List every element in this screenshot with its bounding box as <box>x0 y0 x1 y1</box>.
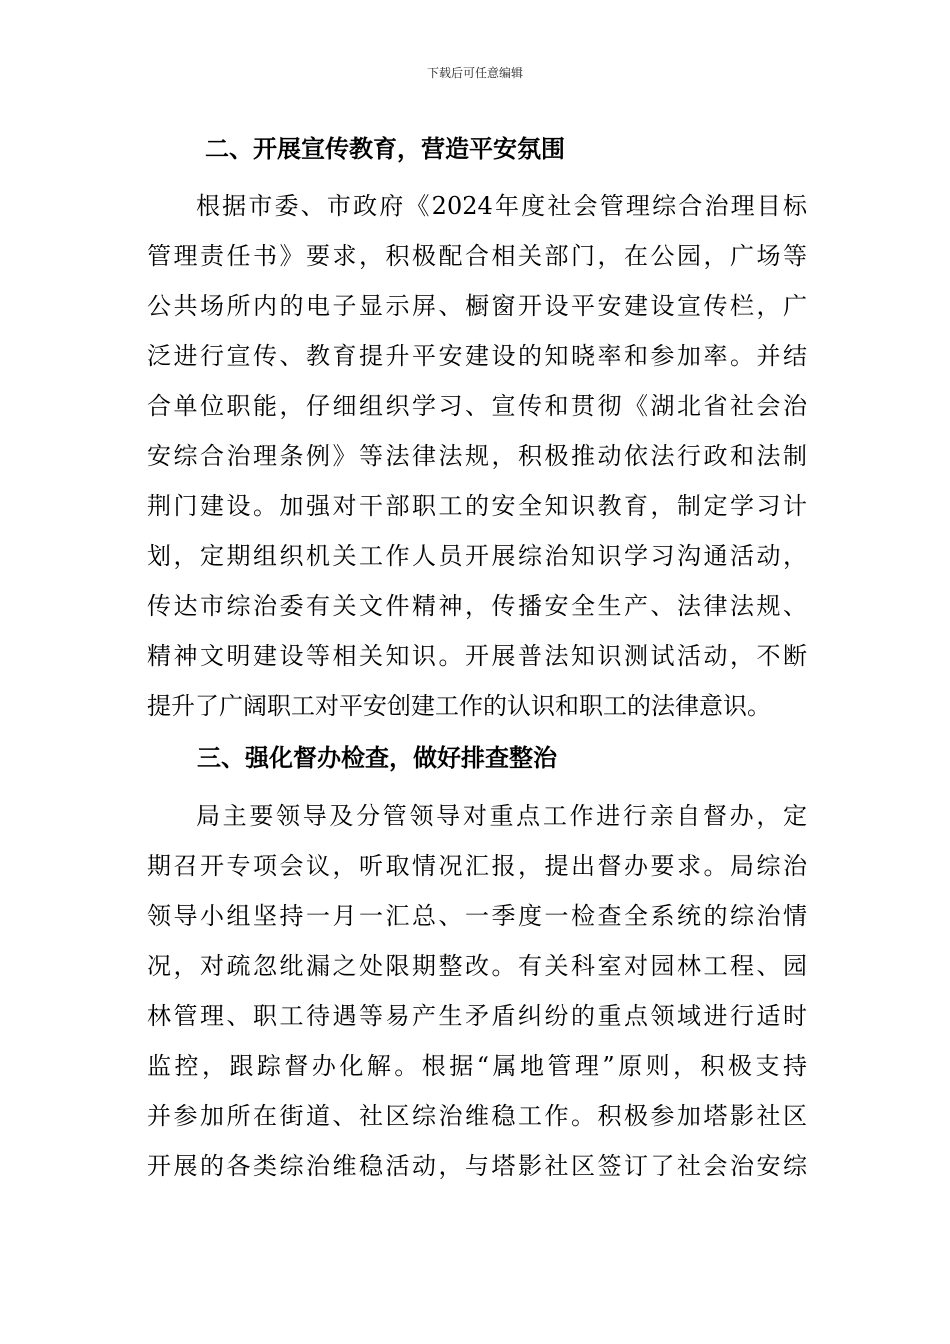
paragraph-line: 局主要领导及分管领导对重点工作进行亲自督办，定 <box>196 802 807 830</box>
paragraph-line: 传达市综治委有关文件精神，传播安全生产、法律法规、 <box>147 592 807 620</box>
paragraph-line: 公共场所内的电子显示屏、橱窗开设平安建设宣传栏，广 <box>147 292 807 320</box>
paragraph-line: 合单位职能，仔细组织学习、宣传和贯彻《湖北省社会治 <box>147 392 807 420</box>
paragraph-line: 况，对疏忽纰漏之处限期整改。有关科室对园林工程、园 <box>147 952 807 980</box>
paragraph-line: 安综合治理条例》等法律法规，积极推动依法行政和法制 <box>147 442 807 470</box>
paragraph-line: 林管理、职工待遇等易产生矛盾纠纷的重点领域进行适时 <box>147 1002 807 1030</box>
paragraph-line: 划，定期组织机关工作人员开展综治知识学习沟通活动， <box>147 542 807 570</box>
paragraph-line: 精神文明建设等相关知识。开展普法知识测试活动，不断 <box>147 642 807 670</box>
paragraph-line: 期召开专项会议，听取情况汇报，提出督办要求。局综治 <box>147 852 807 880</box>
paragraph-line: 根据市委、市政府《2024年度社会管理综合治理目标 <box>196 192 807 220</box>
paragraph-line: 管理责任书》要求，积极配合相关部门，在公园，广场等 <box>147 242 807 270</box>
header-note: 下载后可任意编辑 <box>426 66 523 80</box>
paragraph-line: 监控，跟踪督办化解。根据“属地管理”原则，积极支持 <box>147 1052 807 1080</box>
section-heading: 二、开展宣传教育，营造平安氛围 <box>205 135 565 163</box>
paragraph-line: 领导小组坚持一月一汇总、一季度一检查全系统的综治情 <box>147 902 807 930</box>
section-heading: 三、强化督办检查，做好排查整治 <box>197 744 557 772</box>
paragraph-line: 提升了广阔职工对平安创建工作的认识和职工的法律意识。 <box>147 692 771 720</box>
paragraph-line: 开展的各类综治维稳活动，与塔影社区签订了社会治安综 <box>147 1152 807 1180</box>
paragraph-line: 泛进行宣传、教育提升平安建设的知晓率和参加率。并结 <box>147 342 807 370</box>
paragraph-line: 荆门建设。加强对干部职工的安全知识教育，制定学习计 <box>147 492 807 520</box>
paragraph-line: 并参加所在街道、社区综治维稳工作。积极参加塔影社区 <box>147 1102 807 1130</box>
